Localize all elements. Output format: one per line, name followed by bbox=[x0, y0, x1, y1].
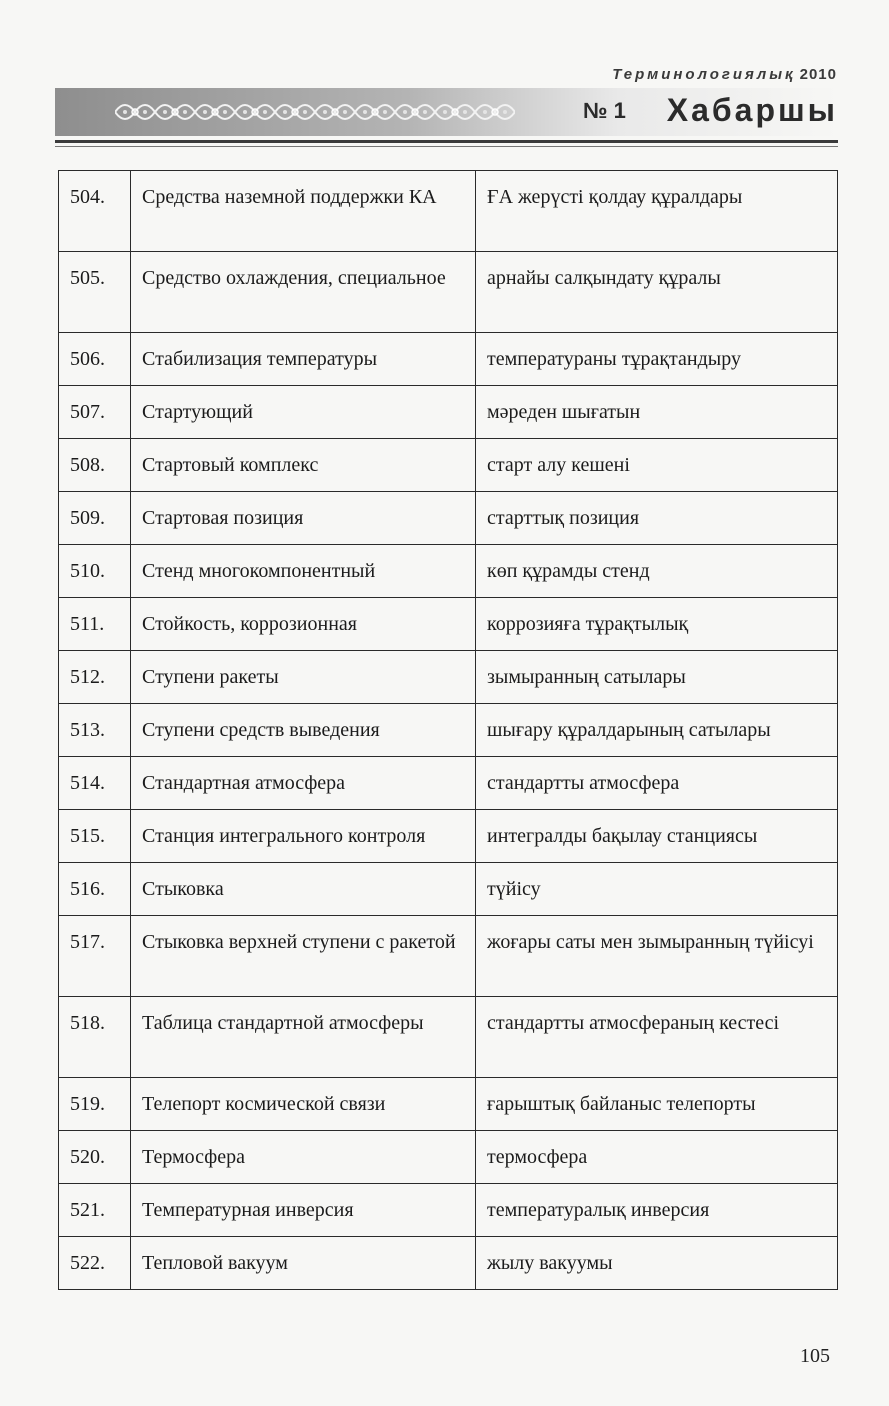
term-russian: Телепорт космической связи bbox=[131, 1078, 476, 1131]
term-kazakh: стандартты атмосфераның кестесі bbox=[476, 997, 838, 1078]
term-kazakh: түйісу bbox=[476, 863, 838, 916]
term-kazakh: интегралды бақылау станциясы bbox=[476, 810, 838, 863]
term-russian: Стартовый комплекс bbox=[131, 439, 476, 492]
term-number: 507. bbox=[59, 386, 131, 439]
term-kazakh: мәреден шығатын bbox=[476, 386, 838, 439]
term-russian: Стыковка верхней ступени с ракетой bbox=[131, 916, 476, 997]
table-row bbox=[59, 386, 838, 439]
term-kazakh: коррозияға тұрақтылық bbox=[476, 598, 838, 651]
term-number: 510. bbox=[59, 545, 131, 598]
term-kazakh: стандартты атмосфера bbox=[476, 757, 838, 810]
table-row bbox=[59, 171, 838, 252]
table-row bbox=[59, 1184, 838, 1237]
term-kazakh: ҒА жерүсті қолдау құралдары bbox=[476, 171, 838, 252]
terms-table-body bbox=[59, 171, 838, 1290]
term-number: 512. bbox=[59, 651, 131, 704]
term-number: 508. bbox=[59, 439, 131, 492]
table-row bbox=[59, 997, 838, 1078]
term-number: 514. bbox=[59, 757, 131, 810]
table-row bbox=[59, 704, 838, 757]
table-row bbox=[59, 598, 838, 651]
term-number: 522. bbox=[59, 1237, 131, 1290]
term-number: 520. bbox=[59, 1131, 131, 1184]
term-kazakh: температуралық инверсия bbox=[476, 1184, 838, 1237]
table-row bbox=[59, 757, 838, 810]
table-row bbox=[59, 1131, 838, 1184]
term-number: 511. bbox=[59, 598, 131, 651]
terms-table bbox=[58, 170, 838, 1290]
term-number: 515. bbox=[59, 810, 131, 863]
table-row bbox=[59, 333, 838, 386]
table-row bbox=[59, 252, 838, 333]
table-row bbox=[59, 863, 838, 916]
issue-number: № 1 bbox=[583, 98, 626, 123]
header-rule-thin bbox=[55, 146, 838, 147]
table-row bbox=[59, 651, 838, 704]
journal-year: 2010 bbox=[799, 66, 837, 83]
term-number: 504. bbox=[59, 171, 131, 252]
term-kazakh: шығару құралдарының сатылары bbox=[476, 704, 838, 757]
table-row bbox=[59, 1078, 838, 1131]
term-kazakh: арнайы салқындату құралы bbox=[476, 252, 838, 333]
term-russian: Стандартная атмосфера bbox=[131, 757, 476, 810]
term-kazakh: көп құрамды стенд bbox=[476, 545, 838, 598]
term-russian: Стыковка bbox=[131, 863, 476, 916]
journal-title bbox=[612, 66, 837, 83]
ornament-pattern bbox=[115, 94, 515, 130]
term-russian: Стартовая позиция bbox=[131, 492, 476, 545]
term-russian: Ступени ракеты bbox=[131, 651, 476, 704]
term-russian: Температурная инверсия bbox=[131, 1184, 476, 1237]
term-russian: Средства наземной поддержки КА bbox=[131, 171, 476, 252]
magazine-name: Хабаршы bbox=[666, 92, 838, 128]
table-row bbox=[59, 916, 838, 997]
table-row bbox=[59, 810, 838, 863]
term-number: 506. bbox=[59, 333, 131, 386]
term-russian: Тепловой вакуум bbox=[131, 1237, 476, 1290]
term-number: 519. bbox=[59, 1078, 131, 1131]
term-kazakh: зымыранның сатылары bbox=[476, 651, 838, 704]
term-russian: Станция интегрального контроля bbox=[131, 810, 476, 863]
term-russian: Таблица стандартной атмосферы bbox=[131, 997, 476, 1078]
term-number: 505. bbox=[59, 252, 131, 333]
term-russian: Ступени средств выведения bbox=[131, 704, 476, 757]
header-rule bbox=[55, 140, 838, 143]
journal-title-text: Терминологиялық bbox=[612, 66, 796, 83]
term-kazakh: старт алу кешені bbox=[476, 439, 838, 492]
term-russian: Стартующий bbox=[131, 386, 476, 439]
term-kazakh: ғарыштық байланыс телепорты bbox=[476, 1078, 838, 1131]
term-number: 516. bbox=[59, 863, 131, 916]
term-number: 521. bbox=[59, 1184, 131, 1237]
header-banner bbox=[55, 88, 838, 136]
term-russian: Стабилизация температуры bbox=[131, 333, 476, 386]
page-number: 105 bbox=[800, 1345, 830, 1367]
term-number: 517. bbox=[59, 916, 131, 997]
table-row bbox=[59, 545, 838, 598]
term-russian: Термосфера bbox=[131, 1131, 476, 1184]
table-row bbox=[59, 492, 838, 545]
term-russian: Стенд многокомпонентный bbox=[131, 545, 476, 598]
term-kazakh: температураны тұрақтандыру bbox=[476, 333, 838, 386]
term-kazakh: жылу вакуумы bbox=[476, 1237, 838, 1290]
term-kazakh: жоғары саты мен зымыранның түйісуі bbox=[476, 916, 838, 997]
table-row bbox=[59, 1237, 838, 1290]
term-kazakh: старттық позиция bbox=[476, 492, 838, 545]
term-russian: Стойкость, коррозионная bbox=[131, 598, 476, 651]
term-number: 509. bbox=[59, 492, 131, 545]
term-russian: Средство охлаждения, специальное bbox=[131, 252, 476, 333]
term-number: 513. bbox=[59, 704, 131, 757]
table-row bbox=[59, 439, 838, 492]
term-kazakh: термосфера bbox=[476, 1131, 838, 1184]
term-number: 518. bbox=[59, 997, 131, 1078]
